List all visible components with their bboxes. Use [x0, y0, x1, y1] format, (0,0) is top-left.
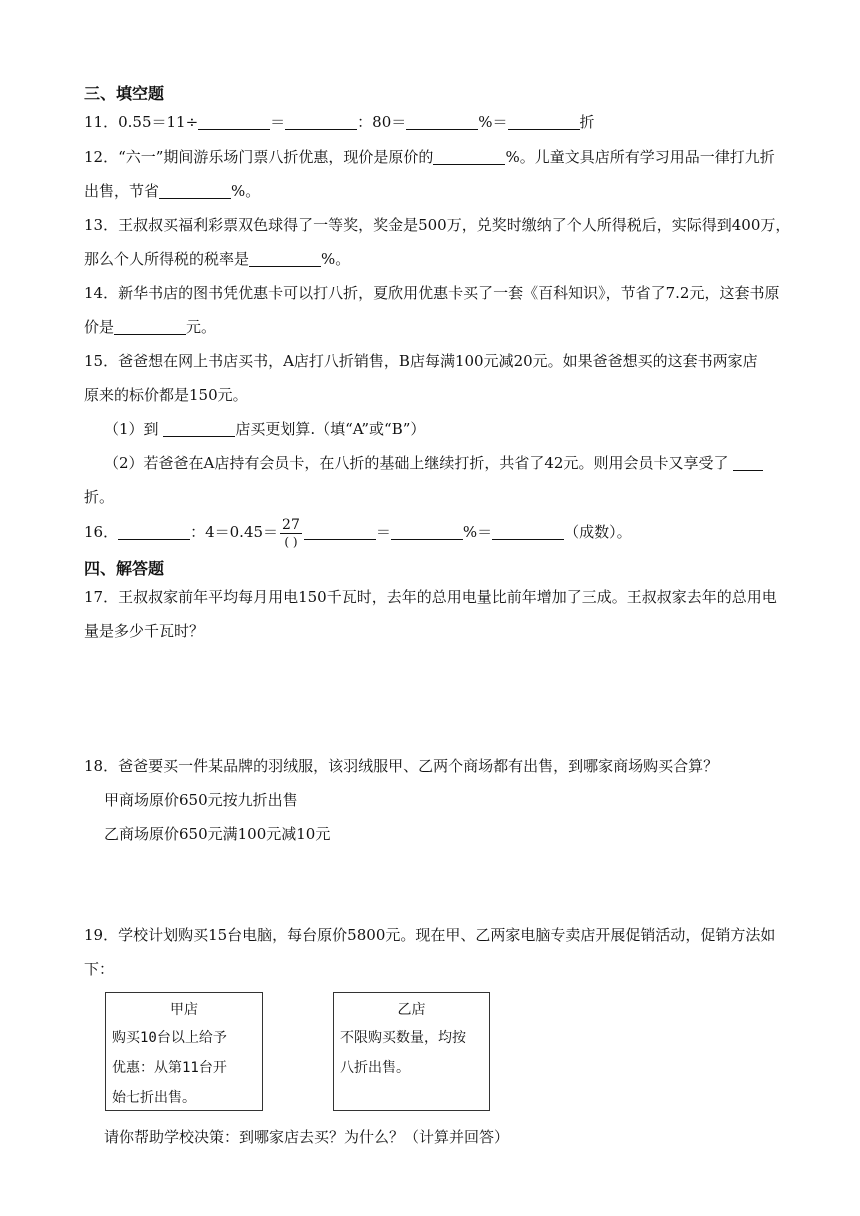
- question-12-line-1: [84, 147, 775, 167]
- q13-text-2b: %。: [321, 250, 351, 268]
- q12-blank-1[interactable]: [433, 148, 505, 165]
- question-17-line-2: 量是多少千瓦时？: [84, 622, 205, 640]
- question-15-sub-1: [104, 419, 425, 439]
- q16-text-c: %＝: [462, 523, 493, 541]
- shop-a-line-3: 始七折出售。: [112, 1090, 196, 1106]
- q16-fraction-denominator[interactable]: ( ): [284, 534, 298, 549]
- q19-question: 请你帮助学校决策：到哪家店去买？为什么？（计算并回答）: [104, 1128, 510, 1146]
- section-3-heading: 三、填空题: [84, 84, 165, 103]
- shop-b-box: [333, 992, 490, 1111]
- question-15-line-2: 原来的标价都是150元。: [84, 386, 248, 404]
- question-18-line-1: [84, 756, 718, 776]
- q14-text-1: 新华书店的图书凭优惠卡可以打八折，夏欣用优惠卡买了一套《百科知识》，节省了7.2元，这套书原: [118, 284, 780, 302]
- q17-number: 17．: [84, 588, 119, 606]
- shop-b-title: 乙店: [397, 1002, 426, 1018]
- question-13-line-2: [84, 249, 350, 269]
- q14-text-2a: 价是: [84, 318, 115, 336]
- q11-number: 11．: [84, 113, 119, 131]
- question-19-line-2: 下：: [84, 960, 115, 978]
- shop-a-line-1: 购买10台以上给予: [112, 1030, 227, 1046]
- q11-blank-2[interactable]: [285, 113, 357, 130]
- q19-number: 19．: [84, 926, 119, 944]
- q15-sub2-blank[interactable]: [733, 454, 763, 471]
- q15-sub1-blank[interactable]: [163, 420, 235, 437]
- q11-text-c: ：80＝: [357, 113, 407, 131]
- q16-fraction-numerator: 27: [282, 516, 300, 533]
- q16-number: 16．: [84, 523, 119, 541]
- q16-text-d: （成数）。: [564, 523, 632, 541]
- question-16: [84, 514, 632, 550]
- q11-text-a: 0.55＝11÷: [118, 113, 199, 131]
- q16-blank-2[interactable]: [304, 523, 376, 540]
- q18-option-b: 乙商场原价650元满100元减10元: [104, 825, 331, 843]
- q17-text-1: 王叔叔家前年平均每月用电150千瓦时，去年的总用电量比前年增加了三成。王叔叔家去年的总用电: [118, 588, 777, 606]
- q11-blank-4[interactable]: [508, 113, 580, 130]
- question-14-line-1: [84, 283, 779, 303]
- shop-a-title: 甲店: [170, 1002, 198, 1018]
- q12-blank-2[interactable]: [159, 182, 231, 199]
- q13-text-1: 王叔叔买福利彩票双色球得了一等奖，奖金是500万，兑奖时缴纳了个人所得税后，实际得到400万，: [118, 216, 791, 234]
- q15-sub1-text-a: （1）到: [104, 420, 164, 438]
- q15-number: 15．: [84, 352, 119, 370]
- q12-number: 12．: [84, 148, 119, 166]
- q12-text-2b: %。: [231, 182, 261, 200]
- q18-number: 18．: [84, 757, 119, 775]
- q16-fraction: [280, 517, 302, 550]
- question-11: [84, 112, 595, 132]
- shop-a-box: [105, 992, 263, 1111]
- question-15-sub-2: [104, 453, 763, 473]
- q16-text-b: ＝: [375, 523, 391, 541]
- q14-number: 14．: [84, 284, 119, 302]
- q15-sub1-text-b: 店买更划算.（填“A”或“B”）: [235, 420, 426, 438]
- q13-text-2a: 那么个人所得税的税率是: [84, 250, 250, 268]
- q12-text-1a: “六一”期间游乐场门票八折优惠，现价是原价的: [118, 148, 434, 166]
- q16-blank-3[interactable]: [391, 523, 463, 540]
- q15-text-1: 爸爸想在网上书店买书，A店打八折销售，B店每满100元减20元。如果爸爸想买的这套书两家店: [118, 352, 758, 370]
- question-19-line-1: [84, 925, 775, 945]
- question-13-line-1: [84, 215, 790, 235]
- q16-blank-1[interactable]: [118, 523, 190, 540]
- question-12-line-2: [84, 181, 260, 201]
- question-15-sub-2-end: 折。: [84, 488, 115, 506]
- q14-blank[interactable]: [114, 318, 186, 335]
- q11-text-d: %＝: [478, 113, 508, 131]
- q11-blank-3[interactable]: [406, 113, 478, 130]
- q12-text-2a: 出售，节省: [84, 182, 160, 200]
- section-4-heading: 四、解答题: [84, 559, 165, 578]
- shop-b-line-1: 不限购买数量，均按: [340, 1030, 466, 1046]
- q19-text-1: 学校计划购买15台电脑，每台原价5800元。现在甲、乙两家电脑专卖店开展促销活动，促销方法如: [118, 926, 776, 944]
- q13-blank[interactable]: [249, 250, 321, 267]
- q13-number: 13．: [84, 216, 119, 234]
- q18-text-1: 爸爸要买一件某品牌的羽绒服，该羽绒服甲、乙两个商场都有出售，到哪家商场购买合算？: [118, 757, 719, 775]
- q14-text-2b: 元。: [186, 318, 217, 336]
- question-14-line-2: [84, 317, 216, 337]
- q11-blank-1[interactable]: [198, 113, 270, 130]
- q12-text-1b: %。儿童文具店所有学习用品一律打九折: [505, 148, 775, 166]
- shop-b-line-2: 八折出售。: [340, 1060, 410, 1076]
- q11-text-b: ＝: [270, 113, 286, 131]
- q16-text-a: ：4＝0.45＝: [190, 523, 279, 541]
- question-15-line-1: [84, 351, 758, 371]
- q18-option-a: 甲商场原价650元按九折出售: [104, 791, 298, 809]
- question-17-line-1: [84, 587, 777, 607]
- q15-sub2-text-a: （2）若爸爸在A店持有会员卡，在八折的基础上继续打折，共省了42元。则用会员卡又享受了: [104, 454, 734, 472]
- q16-blank-4[interactable]: [492, 523, 564, 540]
- q11-text-e: 折: [579, 113, 595, 131]
- shop-a-line-2: 优惠：从第11台开: [112, 1060, 227, 1076]
